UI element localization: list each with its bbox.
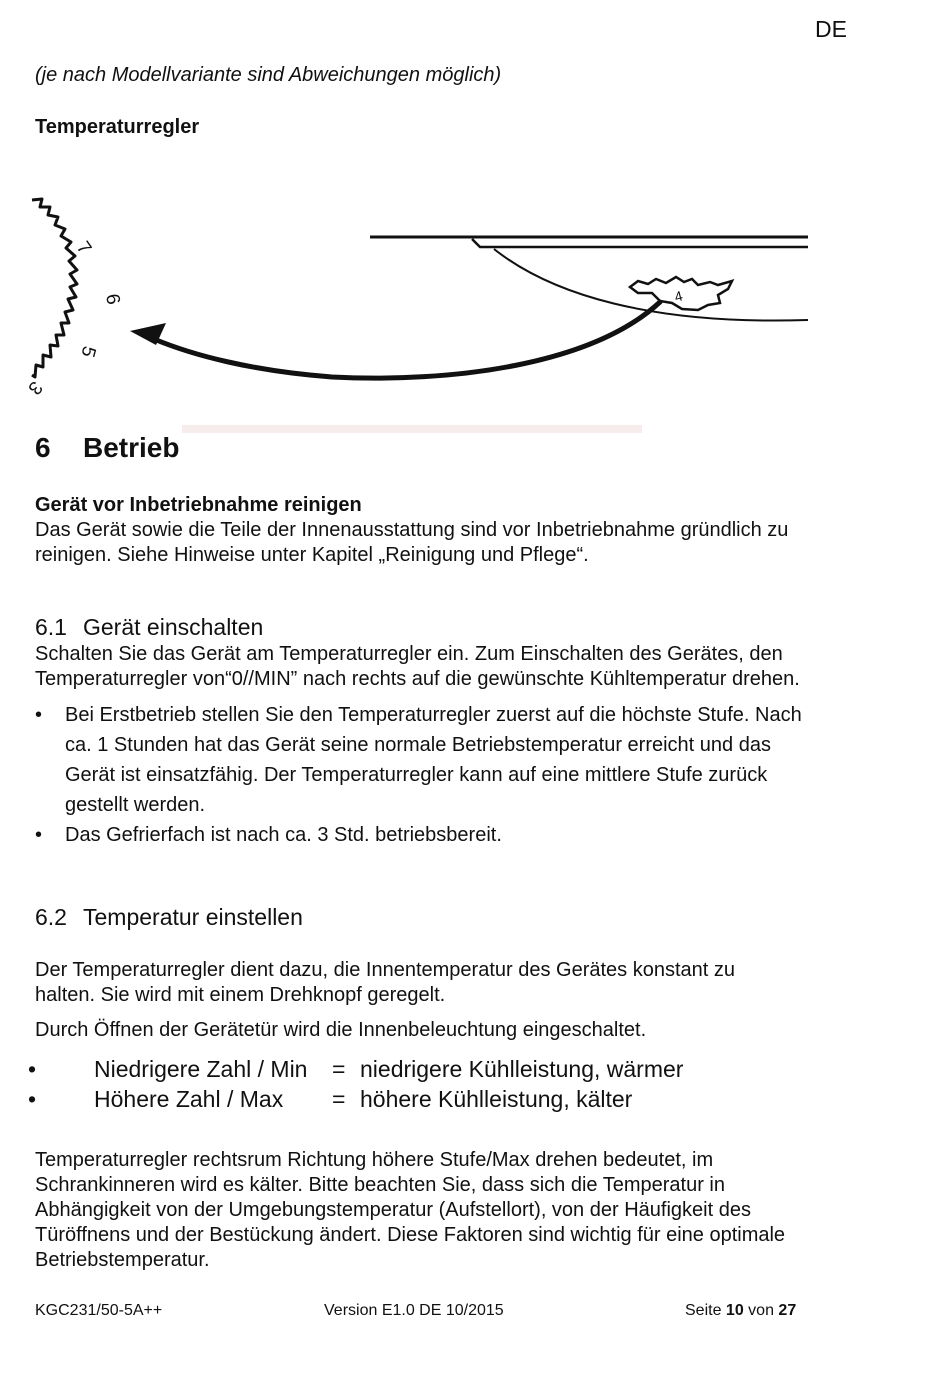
text-line: Betriebstemperatur. — [35, 1249, 210, 1271]
section-6-1-number: 6.1 — [35, 614, 67, 640]
table-cell-equals: = — [332, 1056, 346, 1082]
temperature-dial-illustration — [23, 185, 812, 435]
setting-table — [28, 1054, 683, 1114]
text-line: Der Temperaturregler dient dazu, die Innentemperatur des Gerätes konstant zu — [35, 959, 736, 981]
table-cell-left: Höhere Zahl / Max — [94, 1086, 284, 1112]
text-line: Schalten Sie das Gerät am Temperaturregler ein. Zum Einschalten des Gerätes, den — [35, 643, 783, 665]
table-row — [28, 1054, 683, 1084]
bullet: • — [28, 1086, 37, 1112]
knob-number: 4 — [672, 287, 685, 305]
section-6-heading — [35, 432, 179, 464]
text-line: Schrankinneren wird es kälter. Bitte beachten Sie, dass sich die Temperatur in — [35, 1174, 725, 1196]
list-item — [35, 820, 895, 850]
section-6-title: Betrieb — [83, 432, 180, 463]
cleaning-paragraph — [35, 518, 895, 568]
text-line: reinigen. Siehe Hinweise unter Kapitel „Reinigung und Pflege“. — [35, 544, 589, 566]
dial-number-5: 5 — [76, 343, 100, 360]
section-6-1-title: Gerät einschalten — [83, 614, 264, 640]
table-cell-equals: = — [332, 1086, 346, 1112]
section-6-2-heading — [35, 904, 303, 931]
text-line: ca. 1 Stunden hat das Gerät seine normale Betriebstemperatur erreicht und das — [65, 734, 771, 756]
rotation-arrow — [154, 302, 660, 378]
bullet: • — [28, 1056, 37, 1082]
page-mid: von — [748, 1302, 774, 1319]
text-line: Gerät ist einsatzfähig. Der Temperaturregler kann auf eine mittlere Stufe zurück — [65, 764, 768, 786]
table-cell-right: niedrigere Kühlleistung, wärmer — [360, 1056, 684, 1082]
table-cell-right: höhere Kühlleistung, kälter — [360, 1086, 633, 1112]
housing-outline — [472, 239, 808, 247]
text-line: Temperaturregler von“0//MIN” nach rechts auf die gewünschte Kühltemperatur drehen. — [35, 668, 800, 690]
dial-number-6: 6 — [101, 292, 124, 307]
text-line: Durch Öffnen der Gerätetür wird die Innenbeleuchtung eingeschaltet. — [35, 1019, 647, 1041]
section-6-2-title: Temperatur einstellen — [83, 904, 303, 930]
table-cell-left: Niedrigere Zahl / Min — [94, 1056, 308, 1082]
section-6-number: 6 — [35, 432, 51, 463]
footer-version: Version E1.0 DE 10/2015 — [324, 1302, 504, 1319]
page-prefix: Seite — [685, 1302, 722, 1319]
section-6-1-heading — [35, 614, 263, 641]
text-line: • Bei Erstbetrieb stellen Sie den Temperaturregler zuerst auf die höchste Stufe. Nach — [65, 704, 802, 726]
cleaning-subheading: Gerät vor Inbetriebnahme reinigen — [35, 494, 362, 516]
text-line: Türöffnens und der Bestückung ändert. Diese Faktoren sind wichtig für eine optimale — [35, 1224, 786, 1246]
table-row — [28, 1084, 683, 1114]
text-line: Abhängigkeit von der Umgebungstemperatur (Aufstellort), von der Häufigkeit des — [35, 1199, 751, 1221]
section-6-2-number: 6.2 — [35, 904, 67, 930]
list-item — [35, 700, 895, 820]
page-current: 10 — [725, 1302, 744, 1319]
text-line: Temperaturregler rechtsrum Richtung höhere Stufe/Max drehen bedeutet, im — [35, 1149, 714, 1171]
text-line: • Das Gefrierfach ist nach ca. 3 Std. betriebsbereit. — [65, 824, 502, 846]
temperature-paragraph-3 — [35, 1148, 895, 1273]
page-total: 27 — [778, 1302, 797, 1319]
temperature-paragraph-1 — [35, 958, 895, 1008]
language-code: DE — [815, 16, 847, 42]
footer-page-number — [685, 1302, 796, 1320]
switch-on-bullets — [35, 700, 895, 850]
switch-on-paragraph — [35, 642, 895, 692]
image-bottom-shade — [182, 425, 642, 433]
model-variant-note: (je nach Modellvariante sind Abweichungen möglich) — [35, 64, 502, 86]
dial-number-3: 3 — [23, 376, 47, 399]
text-line: Das Gerät sowie die Teile der Innenausstattung sind vor Inbetriebnahme gründlich zu — [35, 519, 789, 541]
dial-number-7: 7 — [71, 237, 96, 259]
text-line: gestellt werden. — [65, 794, 206, 816]
text-line: halten. Sie wird mit einem Drehknopf geregelt. — [35, 984, 446, 1006]
dial-arc — [32, 199, 77, 377]
figure-title: Temperaturregler — [35, 116, 200, 138]
footer-model: KGC231/50-5A++ — [35, 1302, 163, 1319]
temperature-paragraph-2 — [35, 1018, 895, 1043]
